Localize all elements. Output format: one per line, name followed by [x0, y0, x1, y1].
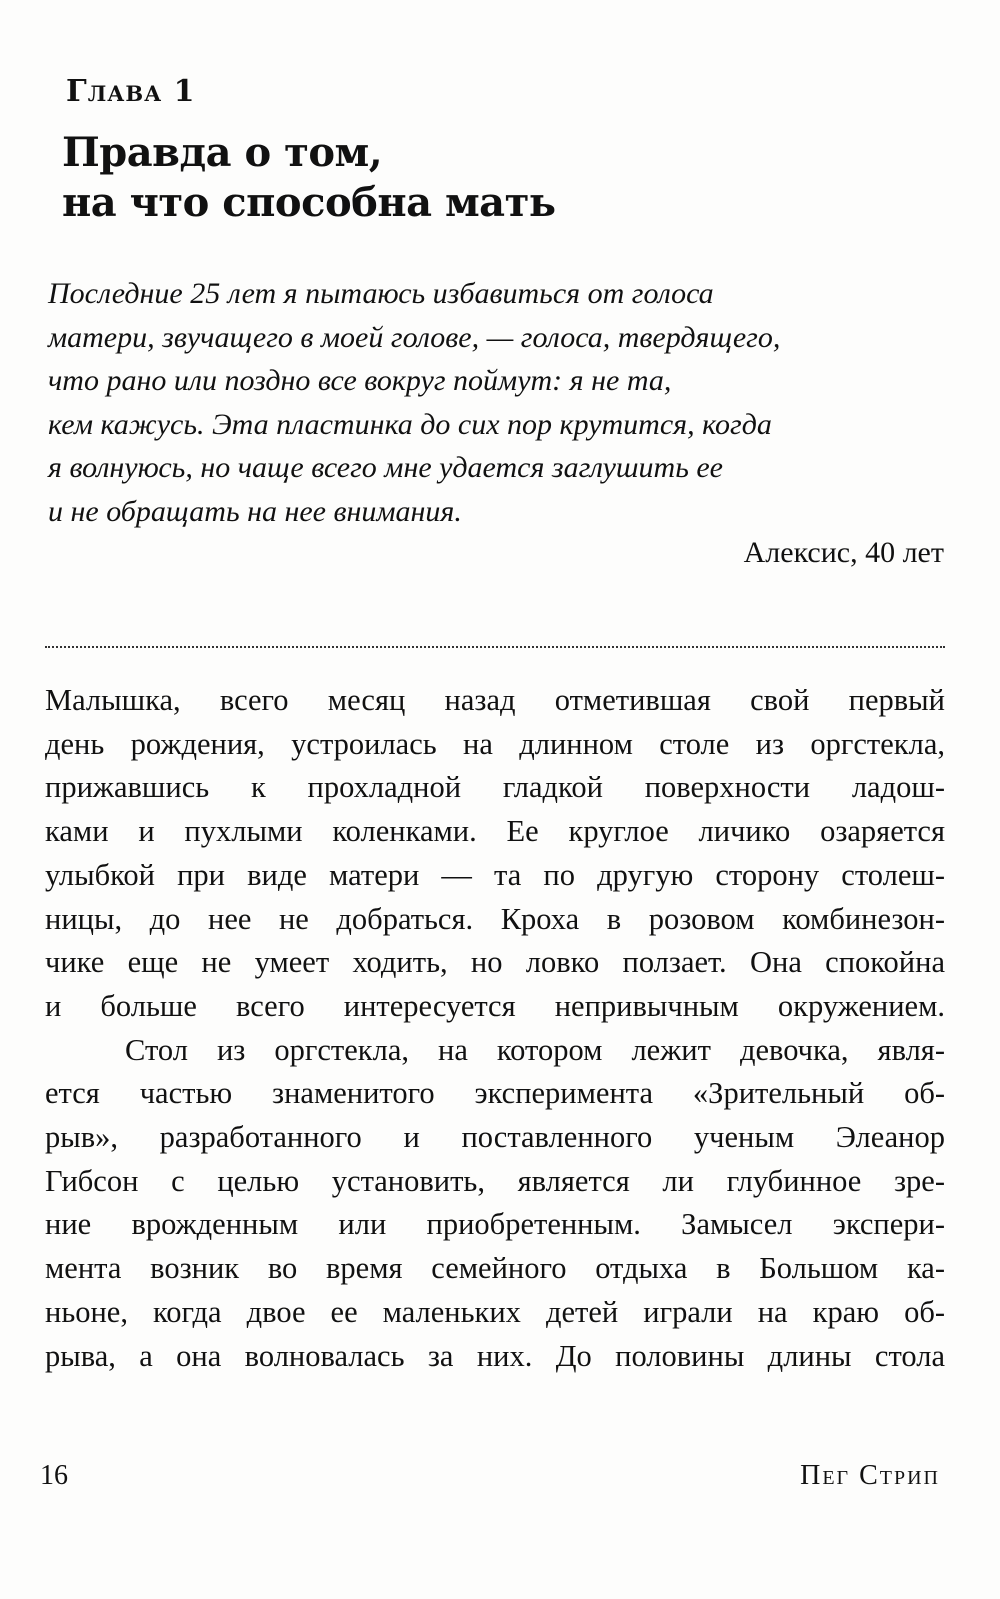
body-line: чике еще не умеет ходить, но ловко ползает. Она спокойна	[45, 945, 945, 980]
body-line: улыбкой при виде матери — та по другую сторону столеш-	[45, 857, 945, 892]
epigraph-attribution: Алексис, 40 лет	[743, 536, 944, 569]
body-line: прижавшись к прохладной гладкой поверхности ладош-	[45, 770, 945, 805]
title-line: Правда о том,	[62, 129, 383, 176]
epigraph-line: что рано или поздно все вокруг поймут: я не та,	[48, 364, 672, 398]
body-line: ние врожденным или приобретенным. Замысел экспери-	[45, 1207, 945, 1242]
title-line: на что способна мать	[62, 179, 556, 226]
epigraph-line: Последние 25 лет я пытаюсь избавиться от голоса	[48, 277, 714, 310]
body-line: день рождения, устроилась на длинном столе из оргстекла,	[45, 726, 945, 761]
running-head: Пег Стрип	[800, 1460, 940, 1491]
body-line: ницы, до нее не добраться. Кроха в розовом комбинезон-	[45, 901, 945, 936]
body-line: ньоне, когда двое ее маленьких детей играли на краю об-	[45, 1294, 945, 1329]
chapter-title	[62, 128, 556, 228]
body-line: и больше всего интересуется непривычным окружением.	[45, 988, 945, 1023]
page-number: 16	[40, 1460, 68, 1491]
body-line: ками и пухлыми коленками. Ее круглое личико озаряется	[45, 814, 945, 849]
dotted-divider	[45, 646, 945, 648]
body-line: мента возник во время семейного отдыха в Большом ка-	[45, 1251, 945, 1286]
body-line: ется частью знаменитого эксперимента «Зрительный об-	[45, 1076, 945, 1111]
body-line: Малышка, всего месяц назад отметившая свой первый	[45, 683, 945, 717]
body-line: Гибсон с целью установить, является ли глубинное зре-	[45, 1163, 945, 1198]
epigraph-line: и не обращать на нее внимания.	[48, 494, 462, 528]
body-line: рыв», разработанного и поставленного ученым Элеанор	[45, 1120, 945, 1155]
epigraph	[48, 272, 898, 534]
body-line: Стол из оргстекла, на котором лежит девочка, явля-	[125, 1032, 945, 1067]
epigraph-line: кем кажусь. Эта пластинка до сих пор крутится, когда	[48, 407, 772, 441]
body-text	[45, 679, 945, 1378]
chapter-label: Глава 1	[66, 74, 196, 109]
body-line: рыва, а она волновалась за них. До половины длины стола	[45, 1338, 945, 1373]
epigraph-line: матери, звучащего в моей голове, — голоса, твердящего,	[48, 320, 781, 354]
epigraph-line: я волнуюсь, но чаще всего мне удается заглушить ее	[48, 451, 723, 485]
